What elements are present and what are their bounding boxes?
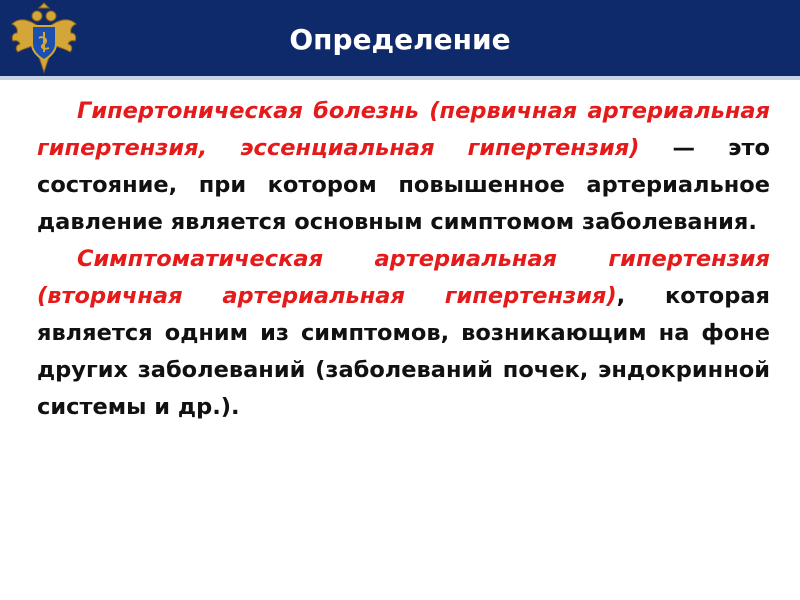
definition-secondary-hypertension: , которая является одним из симптомов, возникающим на фоне других заболеваний (заболеваний почек, эндокринной системы и др.). <box>37 283 770 420</box>
term-secondary-hypertension: Симптоматическая артериальная гипертензия (вторичная артериальная гипертензия) <box>37 246 770 309</box>
term-primary-hypertension: Гипертоническая болезнь (первичная артериальная гипертензия, эссенциальная гипертензия) <box>37 98 770 161</box>
definition-paragraph-primary <box>37 93 770 241</box>
title-bar-divider <box>0 76 800 80</box>
slide-title: Определение <box>289 23 511 56</box>
definition-paragraph-secondary <box>37 241 770 426</box>
definition-primary-hypertension: — это состояние, при котором повышенное артериальное давление является основным симптомом заболевания. <box>37 135 770 235</box>
definition-text <box>37 93 770 426</box>
